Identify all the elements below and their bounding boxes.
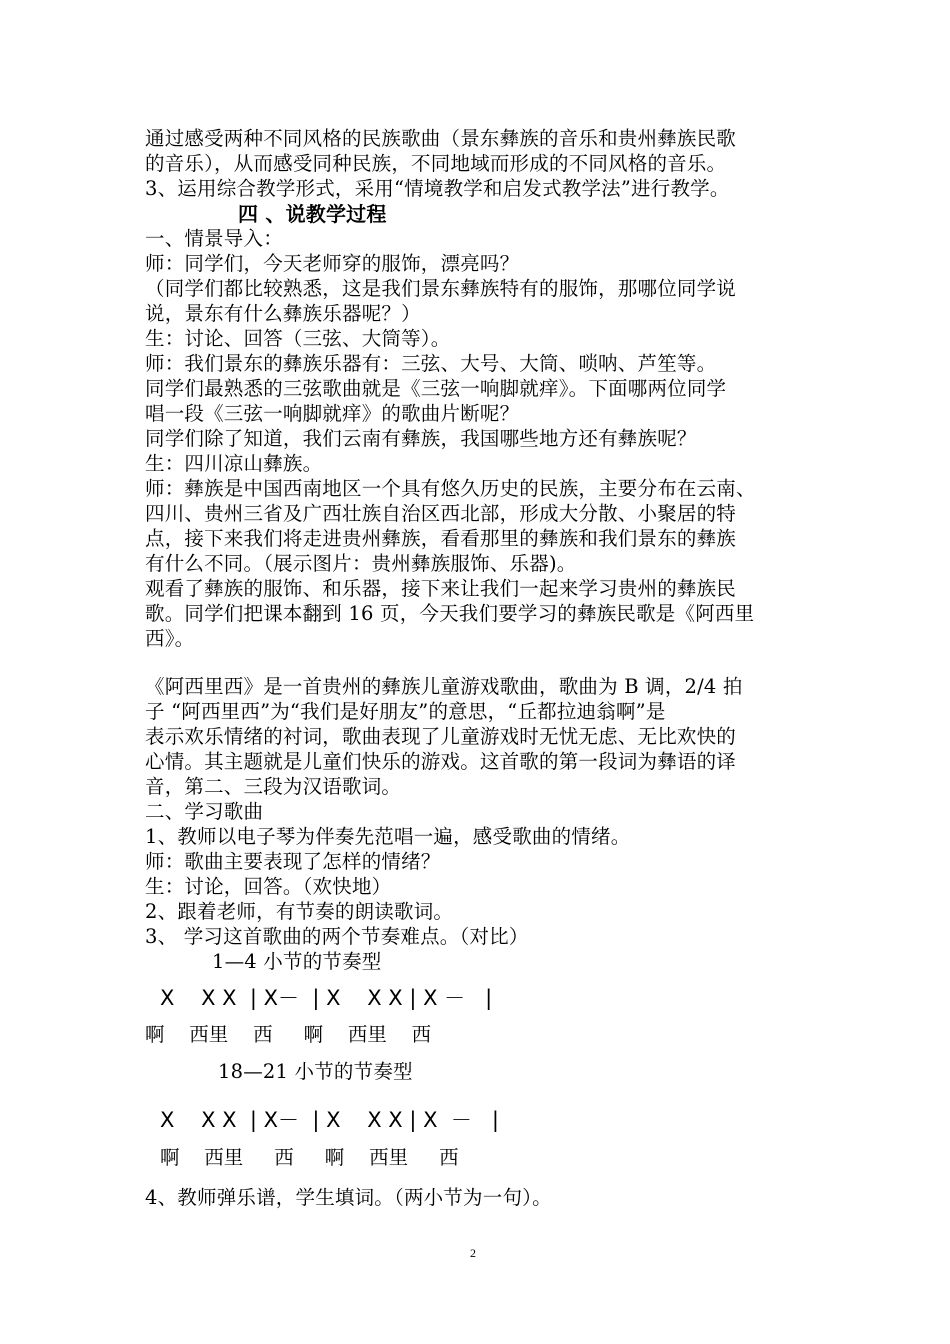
- subsection-heading: 二、学习歌曲: [145, 800, 264, 823]
- body-text-line: 音，第二、三段为汉语歌词。: [145, 775, 402, 798]
- body-text-line: 观看了彝族的服饰、和乐器，接下来让我们一起来学习贵州的彝族民: [145, 577, 737, 600]
- body-text-line: 师：彝族是中国西南地区一个具有悠久历史的民族，主要分布在云南、: [145, 477, 756, 500]
- rhythm-lyrics-1: 啊 西里 西 啊 西里 西: [145, 1023, 432, 1046]
- body-text-line: 子 “阿西里西”为“我们是好朋友”的意思，“丘都拉迪翁啊”是: [145, 700, 666, 723]
- body-text-line: 点，接下来我们将走进贵州彝族，看看那里的彝族和我们景东的彝族: [145, 527, 737, 550]
- body-text-line: 生：四川凉山彝族。: [145, 452, 323, 475]
- body-text-line: 2、跟着老师，有节奏的朗读歌词。: [145, 900, 454, 923]
- body-text-line: （同学们都比较熟悉，这是我们景东彝族特有的服饰，那哪位同学说: [145, 277, 737, 300]
- body-text-line: 同学们除了知道，我们云南有彝族，我国哪些地方还有彝族呢？: [145, 427, 697, 450]
- body-text-line: 《阿西里西》是一首贵州的彝族儿童游戏歌曲，歌曲为 B 调，2/4 拍: [145, 675, 743, 698]
- body-text-line: 1、教师以电子琴为伴奏先范唱一遍，感受歌曲的情绪。: [145, 825, 631, 848]
- body-text-line: 通过感受两种不同风格的民族歌曲（景东彝族的音乐和贵州彝族民歌: [145, 127, 737, 150]
- rhythm-lyrics-2: 啊 西里 西 啊 西里 西: [160, 1146, 459, 1169]
- body-text-line: 的音乐），从而感受同种民族，不同地域而形成的不同风格的音乐。: [145, 152, 727, 175]
- subsection-heading: 一、情景导入：: [145, 227, 283, 250]
- body-text-line: 生：讨论、回答（三弦、大筒等）。: [145, 327, 451, 350]
- body-text-line: 四川、贵州三省及广西壮族自治区西北部，形成大分散、小聚居的特: [145, 502, 737, 525]
- body-text-line: 心情。其主题就是儿童们快乐的游戏。这首歌的第一段词为彝语的译: [145, 750, 737, 773]
- body-text-line: 师：我们景东的彝族乐器有：三弦、大号、大筒、唢呐、芦笙等。: [145, 352, 717, 375]
- body-text-line: 4、教师弹乐谱，学生填词。（两小节为一句）。: [145, 1186, 552, 1209]
- rhythm-title-1: 1—4 小节的节奏型: [212, 950, 382, 973]
- body-text-line: 师：歌曲主要表现了怎样的情绪？: [145, 850, 441, 873]
- rhythm-notation-2: X X X | X－ | X X X | X － |: [160, 1108, 499, 1132]
- body-text-line: 唱一段《三弦一响脚就痒》的歌曲片断呢？: [145, 402, 520, 425]
- body-text-line: 有什么不同。（展示图片：贵州彝族服饰、乐器)。: [145, 552, 577, 575]
- body-text-line: 说，景东有什么彝族乐器呢？）: [145, 302, 421, 325]
- body-text-line: 西》。: [145, 627, 195, 650]
- rhythm-title-2: 18—21 小节的节奏型: [218, 1060, 413, 1083]
- page-number: 2: [470, 1246, 476, 1260]
- section-heading: 四 、说教学过程: [238, 202, 387, 226]
- body-text-line: 师：同学们，今天老师穿的服饰，漂亮吗？: [145, 252, 520, 275]
- body-text-line: 生：讨论，回答。（欢快地）: [145, 875, 392, 898]
- body-text-line: 表示欢乐情绪的衬词，歌曲表现了儿童游戏时无忧无虑、无比欢快的: [145, 725, 737, 748]
- body-text-line: 3、 学习这首歌曲的两个节奏难点。（对比）: [145, 925, 529, 948]
- body-text-line: 同学们最熟悉的三弦歌曲就是《三弦一响脚就痒》。下面哪两位同学: [145, 377, 727, 400]
- body-text-line: 歌。同学们把课本翻到 16 页，今天我们要学习的彝族民歌是《阿西里: [145, 602, 755, 625]
- rhythm-notation-1: X X X | X－ | X X X | X － |: [160, 986, 493, 1010]
- body-text-line: 3、运用综合教学形式，采用“情境教学和启发式教学法”进行教学。: [145, 177, 730, 200]
